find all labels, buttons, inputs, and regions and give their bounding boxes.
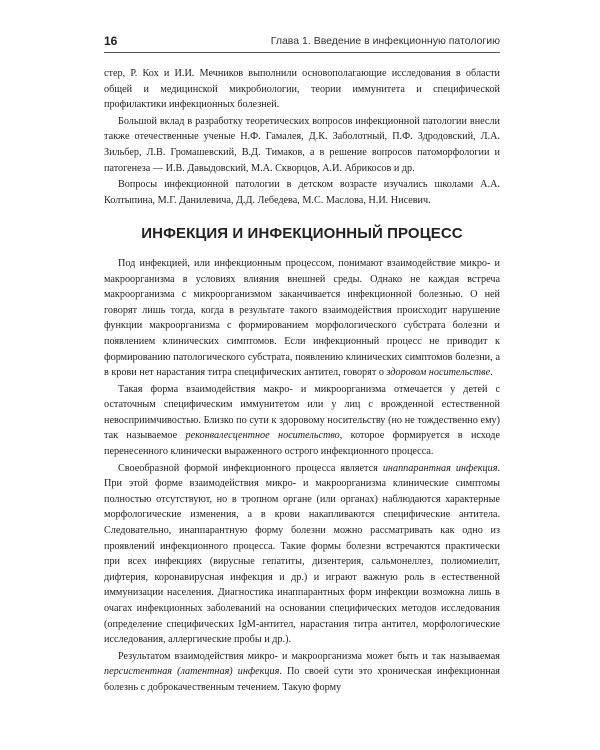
paragraph-text-end: . При этой форме взаимодействия микро- и макроорганизма клинические симптомы полностью отсутствуют, но в тропном органе (или органах) наблюдаются характерные морфологические изменения, а в крови накапливаются специфические антитела. Следовательно, инаппарантную форму болезни можно рассматривать как одно из проявлений инфекционного процесса. Такие формы болезни встречаются практически при всех инфекциях (вирусные гепатиты, дизентерия, сальмонеллез, полиомиелит, дифтерия, коронавирусная инфекция и др.) и играют важную роль в естественной иммунизации населения. Диагностика инаппарантных форм инфекции возможна лишь в очагах инфекционных заболеваний на основании специфических методов исследования (определение специфических IgM-антител, нарастания титра антител, морфологические исследования, аллергические пробы и др.). <box>104 462 500 646</box>
paragraph-text-end: , которое формируется в исходе перенесенного клинически выраженного острого инфекционного процесса. <box>104 430 500 458</box>
paragraph-pediatric-schools: Вопросы инфекционной патологии в детском возрасте изучались школами А.А. Колтыпина, М.Г. Данилевича, Д.Д. Лебедева, М.С. Маслова, Н.И. Нисевич. <box>104 179 500 206</box>
page-header <box>104 30 500 53</box>
paragraph-carriage <box>104 382 500 460</box>
italic-term: здоровом носительстве <box>386 367 491 379</box>
paragraph-continuation: стер, Р. Кох и И.И. Мечников выполнили основополагающие исследования в области общей и медицинской микробиологии, теории иммунитета и специфической профилактики инфекционных болезней. <box>104 68 500 111</box>
paragraph-contributors: Большой вклад в разработку теоретических вопросов инфекционной патологии внесли также отечественные ученые Н.Ф. Гамалея, Д.К. Заболотный, П.Ф. Здродовский, Л.А. Зильбер, Л.В. Громашевский, В.Д. Тимаков, а в решение вопросов патоморфологии и патогенеза — И.В. Давыдовский, М.А. Скворцов, А.И. Абрикосов и др. <box>104 115 500 174</box>
italic-term: персистентная (латентная) инфекция <box>104 666 280 678</box>
paragraph-inapparent-infection <box>104 461 500 648</box>
page-body <box>104 66 500 697</box>
paragraph-text: Такая форма взаимодействия макро- и микроорганизма отмечается у детей с остаточным специфическим иммунитетом или у лиц с врожденной естественной невосприимчивостью. Близко по сути к здоровому носительству (но не тождественно ему) так называемое <box>104 383 500 442</box>
page-number: 16 <box>104 34 118 48</box>
section-title: ИНФЕКЦИЯ И ИНФЕКЦИОННЫЙ ПРОЦЕСС <box>141 225 463 243</box>
paragraph-text: Под инфекцией, или инфекционным процессом, понимают взаимодействие микро- и макроорганизма в условиях влияния внешней среды. Однако не каждая встреча макроорганизма с микроорганизмом заканчивается инфекционной болезнью. О ней говорят лишь тогда, когда в результате такого взаимодействия происходит нарушение функции макроорганизма с формированием морфологического субстрата болезни и появлением клинических симптомов. Если инфекционный процесс не приводит к формированию патологического субстрата, появлению клинических симптомов болезни, а в крови нет нарастания титра специфических антител, говорят о <box>104 257 500 379</box>
paragraph-infection-definition <box>104 256 500 381</box>
paragraph-text-end: . По своей сути это хроническая инфекционная болезнь с доброкачественным течением. Такую форму <box>104 666 500 693</box>
paragraph-text-end: . <box>490 367 493 379</box>
paragraph-text: Результатом взаимодействия микро- и макроорганизма может быть и так называемая <box>118 650 500 662</box>
italic-term: инаппарантная инфекция <box>382 462 498 474</box>
running-title: Глава 1. Введение в инфекционную патологию <box>270 35 500 47</box>
italic-term: реконвалесцентное носительство <box>185 430 340 442</box>
paragraph-persistent-infection <box>104 649 500 696</box>
paragraph-text: Своеобразной формой инфекционного процесса является <box>118 462 383 474</box>
